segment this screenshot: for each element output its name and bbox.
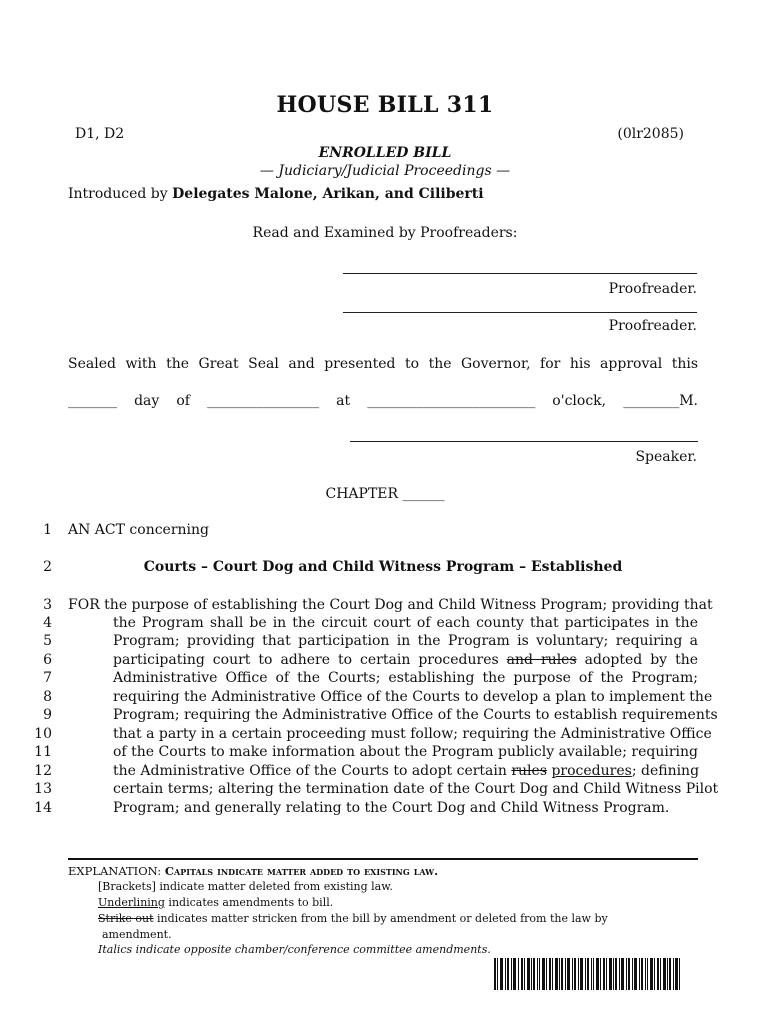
bill-line [0,763,770,781]
strikeout-term: Strike out [98,912,154,925]
explanation-label: EXPLANATION: [68,864,162,878]
bill-line [0,689,770,707]
introduced-by [68,186,484,202]
line-text: FOR the purpose of establishing the Court Dog and Child Witness Program; providing that [68,597,713,613]
stricken-text: rules [511,763,547,779]
line-text: that a party in a certain proceeding must follow; requiring the Administrative Office [113,726,712,742]
line-number: 14 [34,800,52,816]
line-number: 8 [43,689,52,705]
meridiem-blank: ________M. [623,393,698,409]
proofreader-signature-line-1 [343,273,697,274]
explanation-divider [68,858,698,860]
line-number: 6 [43,652,52,668]
day-word: day [134,393,160,409]
proofreader-signature-line-2 [343,312,697,313]
explanation-underlining [98,896,333,909]
line-number: 13 [34,781,52,797]
line-number: 11 [34,744,52,760]
bill-line [0,781,770,799]
line-text [113,763,698,779]
bill-line [0,615,770,633]
explanation-italics: Italics indicate opposite chamber/conference committee amendments. [98,943,491,956]
line-number: 12 [34,763,52,779]
line-text-pre: the Administrative Office of the Courts to adopt certain [113,763,512,779]
time-blank: ________________________ [367,393,536,409]
sealed-statement: Sealed with the Great Seal and presented to the Governor, for his approval this [68,356,698,372]
bill-short-title: Courts – Court Dog and Child Witness Program – Established [143,559,623,575]
barcode-image [494,958,680,990]
line-text: Program; providing that participation in the Program is voluntary; requiring a [113,633,698,649]
at-word: at [336,393,351,409]
explanation-heading [68,864,438,878]
subject-codes: D1, D2 [75,126,125,142]
explanation-strikeout-cont: amendment. [102,928,172,941]
line-number: 9 [43,707,52,723]
bill-line [0,726,770,744]
speaker-label: Speaker. [635,449,697,465]
day-blank: _______ [68,393,117,409]
explanation-capitals: Capitals indicate matter added to existing law. [164,864,439,878]
line-text: of the Courts to make information about the Program publicly available; requiring [113,744,698,760]
bill-title: HOUSE BILL 311 [276,92,494,118]
month-blank: ________________ [207,393,320,409]
document-id: (0lr2085) [617,126,684,142]
line-text-post: adopted by the [576,652,698,668]
committee-label: — Judiciary/Judicial Proceedings — [259,163,511,179]
underlining-desc: indicates amendments to bill. [164,896,334,909]
line-text-post: ; defining [631,763,700,779]
chapter-label: CHAPTER ______ [325,486,445,502]
line-number: 1 [43,522,52,538]
speaker-signature-line [350,441,698,442]
line-text: Program; requiring the Administrative Office of the Courts to establish requirements [113,707,718,723]
bill-line [0,559,770,577]
bill-line [0,744,770,762]
line-number: 5 [43,633,52,649]
proofreader-label-1: Proofreader. [608,281,697,297]
bill-line [0,522,770,540]
bill-line [0,633,770,651]
line-number: 10 [34,726,52,742]
oclock-word: o'clock, [552,393,607,409]
explanation-brackets [98,880,393,893]
line-number: 3 [43,597,52,613]
amended-text: procedures [551,763,632,779]
proofreader-label-2: Proofreader. [608,318,697,334]
line-text: Administrative Office of the Courts; establishing the purpose of the Program; [113,670,698,686]
line-text: Program; and generally relating to the Court Dog and Child Witness Program. [113,800,670,816]
line-text: certain terms; altering the termination date of the Court Dog and Child Witness Pilot [113,781,719,797]
enrolled-label: ENROLLED BILL [318,145,452,161]
line-text: requiring the Administrative Office of the Courts to develop a plan to implement the [113,689,713,705]
date-time-line [68,393,698,409]
bill-line [0,597,770,615]
sponsors: Delegates Malone, Arikan, and Ciliberti [172,186,484,202]
brackets-term: [Brackets] [98,880,156,893]
line-text [113,652,698,668]
line-text: the Program shall be in the circuit court of each county that participates in the [113,615,698,631]
line-number: 2 [43,559,52,575]
stricken-text: and rules [506,652,577,668]
line-text-pre: participating court to adhere to certain procedures [113,652,507,668]
bill-line [0,800,770,818]
bill-line [0,707,770,725]
line-text: AN ACT concerning [68,522,209,538]
line-number: 4 [43,615,52,631]
of-word: of [176,393,190,409]
explanation-strikeout [98,912,608,925]
strikeout-desc: indicates matter stricken from the bill by amendment or deleted from the law by [153,912,608,925]
underlining-term: Underlining [98,896,165,909]
introduced-prefix: Introduced by [68,186,168,202]
bill-line [0,670,770,688]
read-examined-label: Read and Examined by Proofreaders: [252,225,518,241]
bill-line [0,652,770,670]
brackets-desc: indicate matter deleted from existing law. [155,880,393,893]
line-number: 7 [43,670,52,686]
